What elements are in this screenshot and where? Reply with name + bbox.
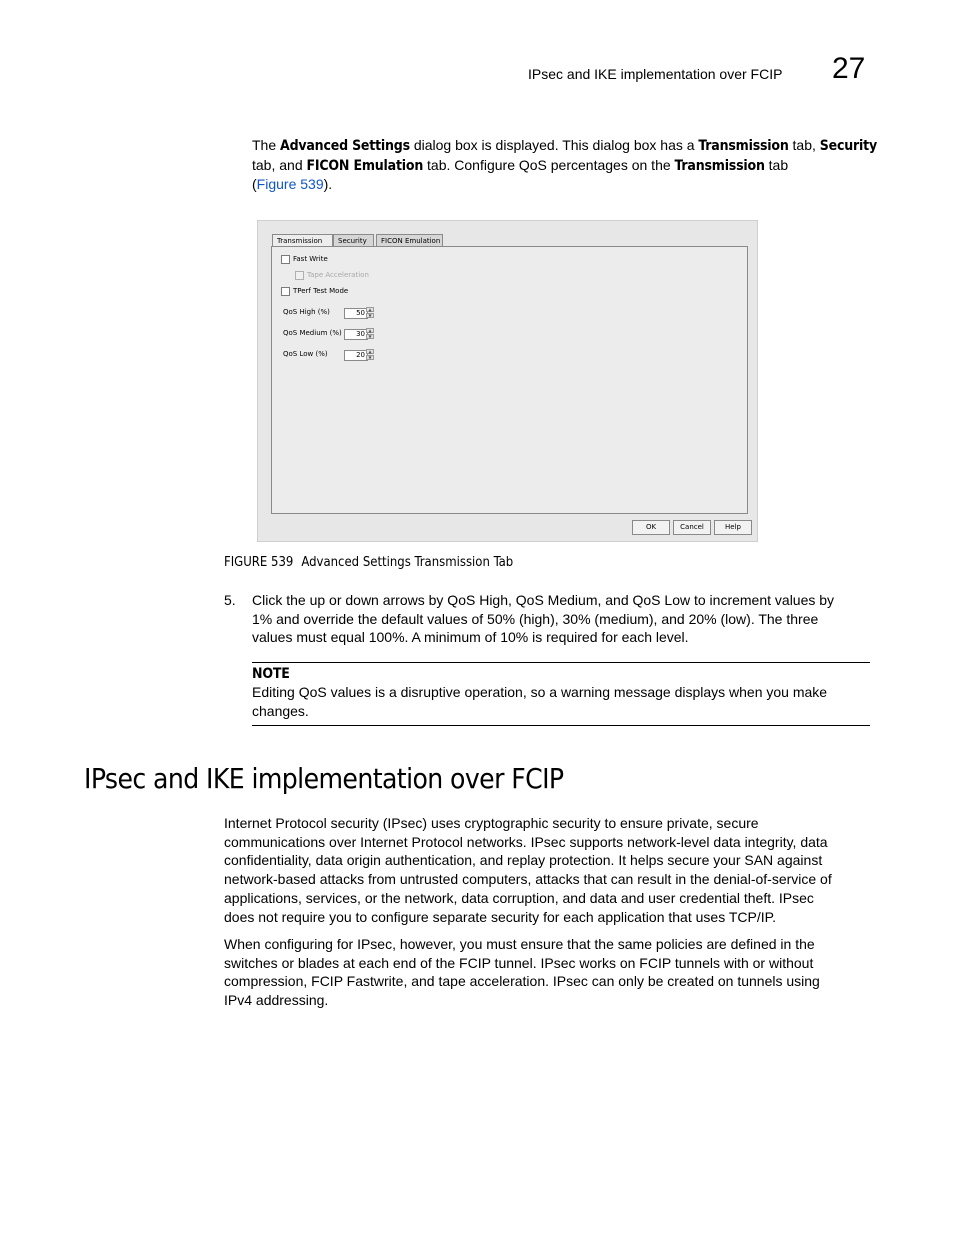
step-5-line-2: 1% and override the default values of 50% (high), 30% (medium), and 20% (low). The three [252, 610, 819, 627]
tperf-test-mode-checkbox[interactable] [281, 287, 290, 296]
para2-line-2: switches or blades at each end of the FCIP tunnel. IPsec works on FCIP tunnels with or without [224, 954, 814, 971]
para1-line-2: communications over Internet Protocol networks. IPsec supports network-level data integrity, data [224, 833, 828, 850]
qos-medium-spinner[interactable]: 30 [344, 329, 368, 340]
figure-caption [224, 554, 513, 570]
tperf-test-mode-label: TPerf Test Mode [293, 287, 349, 295]
fast-write-checkbox[interactable] [281, 255, 290, 264]
note-label: NOTE [252, 666, 290, 682]
help-button[interactable]: Help [714, 520, 752, 535]
transmission-panel [271, 246, 748, 514]
qos-high-up-arrow[interactable]: ▲ [366, 307, 374, 312]
section-paragraph-1 [224, 814, 884, 926]
figure-label: FIGURE 539 [224, 555, 294, 570]
transmission-term: Transmission [698, 138, 789, 154]
tab-security[interactable]: Security [333, 234, 374, 246]
chapter-number: 27 [832, 52, 866, 85]
tape-acceleration-checkbox [295, 271, 304, 280]
tab-ficon-emulation[interactable]: FICON Emulation [376, 234, 443, 246]
intro-line-1: The Advanced Settings dialog box is displayed. This dialog box has a Transmission tab, Security [252, 137, 877, 154]
transmission-term-2: Transmission [674, 157, 765, 174]
ficon-term: FICON Emulation [306, 157, 424, 174]
note-text [252, 683, 882, 720]
section-paragraph-2 [224, 935, 884, 1010]
qos-high-spinner[interactable]: 50 [344, 308, 368, 319]
step-number: 5. [224, 592, 236, 608]
cancel-button[interactable]: Cancel [673, 520, 711, 535]
para1-line-4: network-based attacks from untrusted computers, attacks that can result in the denial-of-service of [224, 871, 832, 888]
qos-medium-up-arrow[interactable]: ▲ [366, 328, 374, 333]
qos-low-up-arrow[interactable]: ▲ [366, 349, 374, 354]
ok-button[interactable]: OK [632, 520, 670, 535]
fast-write-label: Fast Write [293, 255, 328, 263]
para2-line-4: IPv4 addressing. [224, 992, 329, 1009]
figure-title: Advanced Settings Transmission Tab [301, 555, 514, 570]
note-bottom-rule [252, 725, 870, 726]
qos-medium-label: QoS Medium (%) [283, 329, 342, 337]
intro-paragraph [252, 136, 882, 194]
qos-low-spinner[interactable]: 20 [344, 350, 368, 361]
note-line-2: changes. [252, 702, 309, 719]
step-5-line-3: values must equal 100%. A minimum of 10% is required for each level. [252, 629, 689, 646]
tape-acceleration-label: Tape Acceleration [307, 271, 369, 279]
para1-line-3: confidentiality, data origin authentication, and replay protection. It helps secure your SAN against [224, 852, 823, 869]
intro-line-3: (Figure 539). [252, 176, 333, 193]
qos-medium-down-arrow[interactable]: ▼ [366, 334, 374, 339]
qos-high-label: QoS High (%) [283, 308, 330, 316]
para1-line-5: applications, services, or the network, data corruption, and data and user credential theft. IPsec [224, 889, 814, 906]
advanced-settings-dialog [257, 220, 758, 542]
note-top-rule [252, 662, 870, 663]
advanced-settings-term: Advanced Settings [280, 138, 410, 154]
para2-line-3: compression, FCIP Fastwrite, and tape acceleration. IPsec can only be created on tunnels using [224, 973, 820, 990]
para1-line-1: Internet Protocol security (IPsec) uses cryptographic security to ensure private, secure [224, 815, 759, 831]
figure-539-link[interactable]: Figure 539 [256, 176, 324, 193]
para1-line-6: does not require you to configure separate security for each application that uses TCP/IP. [224, 908, 777, 925]
note-line-1: Editing QoS values is a disruptive operation, so a warning message displays when you make [252, 684, 828, 700]
section-heading: IPsec and IKE implementation over FCIP [84, 762, 564, 795]
step-5-line-1: Click the up or down arrows by QoS High, QoS Medium, and QoS Low to increment values by [252, 592, 835, 608]
qos-high-down-arrow[interactable]: ▼ [366, 313, 374, 318]
running-header-title: IPsec and IKE implementation over FCIP [528, 66, 783, 82]
qos-low-label: QoS Low (%) [283, 350, 328, 358]
para2-line-1: When configuring for IPsec, however, you must ensure that the same policies are defined in the [224, 936, 815, 952]
tab-transmission[interactable]: Transmission [272, 234, 333, 247]
security-term: Security [819, 138, 877, 154]
qos-low-down-arrow[interactable]: ▼ [366, 355, 374, 360]
intro-line-2: tab, and FICON Emulation tab. Configure QoS percentages on the Transmission tab [252, 156, 789, 174]
step-5-text [252, 591, 892, 647]
